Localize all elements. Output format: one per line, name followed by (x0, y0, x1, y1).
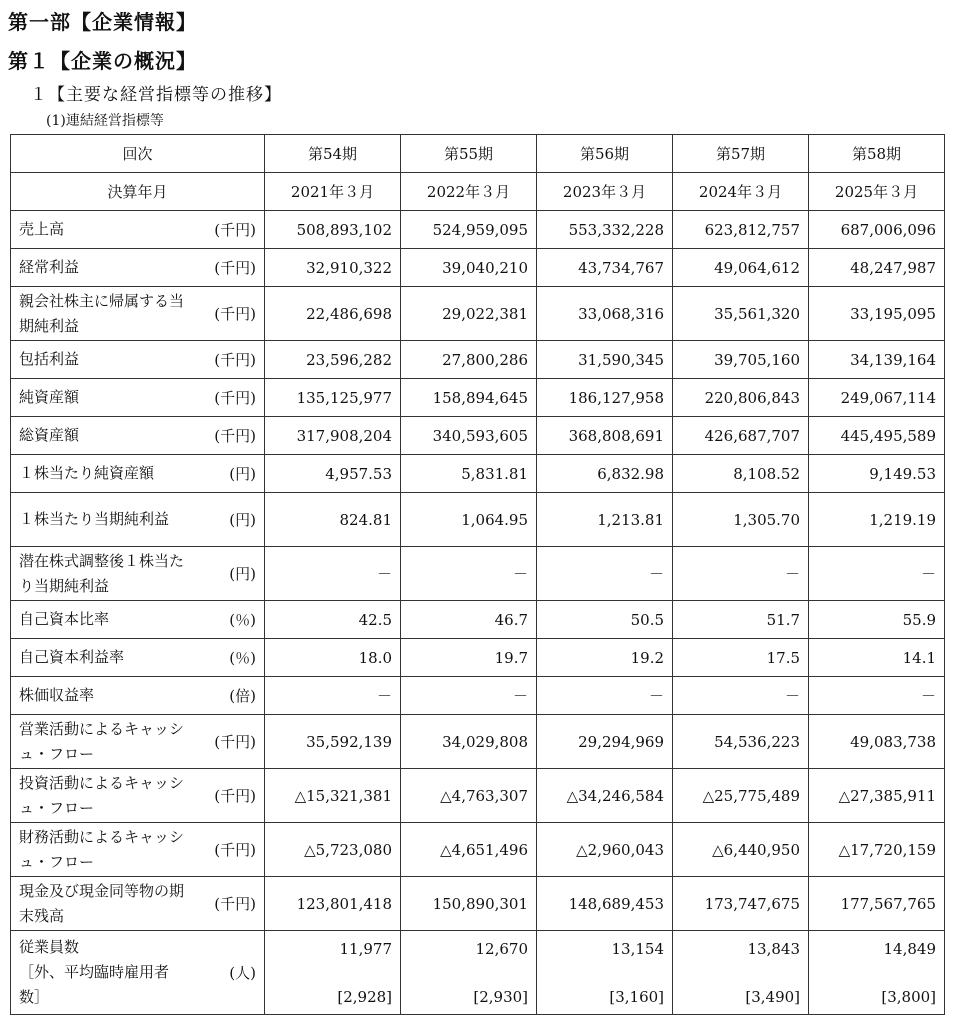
employees-unit: (人) (199, 931, 265, 1015)
row-label-cell (11, 769, 199, 823)
employees-value: 13,843 (747, 939, 801, 958)
row-label: 売上高 (19, 220, 65, 238)
row-unit: (千円) (199, 715, 265, 769)
date-label-cell: 決算年月 (11, 173, 265, 211)
value-cell: △15,321,381 (265, 769, 401, 823)
row-unit: (千円) (199, 823, 265, 877)
value-cell: 14.1 (809, 639, 945, 677)
row-label-cell (11, 547, 199, 601)
value-cell: 51.7 (673, 601, 809, 639)
value-cell: 150,890,301 (401, 877, 537, 931)
value-cell: 249,067,114 (809, 379, 945, 417)
date-cell: 2024年３月 (673, 173, 809, 211)
row-label-cell (11, 455, 199, 493)
temp-employees-value: [3,160] (609, 987, 665, 1006)
value-cell: 220,806,843 (673, 379, 809, 417)
employees-value-cell (673, 931, 809, 1015)
table-row (11, 379, 945, 417)
row-unit: (円) (199, 455, 265, 493)
table-row (11, 249, 945, 287)
value-cell: 17.5 (673, 639, 809, 677)
date-cell: 2025年３月 (809, 173, 945, 211)
value-cell: － (537, 677, 673, 715)
row-label-cell (11, 417, 199, 455)
part-heading: 第一部【企業情報】 (8, 10, 197, 34)
value-cell: 340,593,605 (401, 417, 537, 455)
temp-employees-value: [3,490] (745, 987, 801, 1006)
row-label: 財務活動によるキャッシュ・フロー (19, 827, 185, 871)
value-cell: － (673, 677, 809, 715)
value-cell: － (809, 547, 945, 601)
row-label: 投資活動によるキャッシュ・フロー (19, 773, 185, 817)
section-heading: １【主要な経営指標等の推移】 (30, 85, 282, 105)
value-cell: 48,247,987 (809, 249, 945, 287)
value-cell: 508,893,102 (265, 211, 401, 249)
employees-label: 従業員数 (19, 938, 80, 956)
table-row (11, 211, 945, 249)
row-label-cell (11, 877, 199, 931)
employees-value: 11,977 (339, 939, 393, 958)
temp-employees-value: [3,800] (881, 987, 937, 1006)
row-unit: (千円) (199, 341, 265, 379)
value-cell: 50.5 (537, 601, 673, 639)
employees-value: 13,154 (611, 939, 665, 958)
value-cell: 6,832.98 (537, 455, 673, 493)
value-cell: 49,083,738 (809, 715, 945, 769)
value-cell: 8,108.52 (673, 455, 809, 493)
value-cell: 623,812,757 (673, 211, 809, 249)
row-label-cell (11, 639, 199, 677)
date-cell: 2023年３月 (537, 173, 673, 211)
value-cell: 46.7 (401, 601, 537, 639)
value-cell: 824.81 (265, 493, 401, 547)
value-cell: △17,720,159 (809, 823, 945, 877)
table-row (11, 493, 945, 547)
row-label-cell (11, 715, 199, 769)
value-cell: 23,596,282 (265, 341, 401, 379)
row-label-cell (11, 287, 199, 341)
value-cell: △2,960,043 (537, 823, 673, 877)
table-header-row (11, 135, 945, 173)
row-label-cell (11, 493, 199, 547)
value-cell: 368,808,691 (537, 417, 673, 455)
value-cell: 1,064.95 (401, 493, 537, 547)
row-label: 総資産額 (19, 426, 80, 444)
row-unit: (％) (199, 601, 265, 639)
row-label-cell (11, 379, 199, 417)
row-label-cell (11, 823, 199, 877)
employees-row (11, 931, 945, 1015)
row-label: 現金及び現金同等物の期末残高 (19, 881, 185, 925)
value-cell: － (265, 677, 401, 715)
value-cell: △34,246,584 (537, 769, 673, 823)
table-row (11, 769, 945, 823)
value-cell: 177,567,765 (809, 877, 945, 931)
value-cell: 42.5 (265, 601, 401, 639)
employees-value-cell (809, 931, 945, 1015)
value-cell: 54,536,223 (673, 715, 809, 769)
value-cell: 687,006,096 (809, 211, 945, 249)
header-label-cell: 回次 (11, 135, 265, 173)
value-cell: 19.2 (537, 639, 673, 677)
value-cell: 123,801,418 (265, 877, 401, 931)
row-label: 株価収益率 (19, 686, 95, 704)
value-cell: 445,495,589 (809, 417, 945, 455)
value-cell: － (401, 677, 537, 715)
table-row (11, 715, 945, 769)
value-cell: △27,385,911 (809, 769, 945, 823)
employees-value-cell (537, 931, 673, 1015)
value-cell: 33,068,316 (537, 287, 673, 341)
row-unit: (千円) (199, 211, 265, 249)
value-cell: 18.0 (265, 639, 401, 677)
value-cell: － (809, 677, 945, 715)
value-cell: △5,723,080 (265, 823, 401, 877)
row-unit: (千円) (199, 877, 265, 931)
value-cell: 1,219.19 (809, 493, 945, 547)
value-cell: － (673, 547, 809, 601)
row-unit: (千円) (199, 379, 265, 417)
row-label: １株当たり純資産額 (19, 464, 155, 482)
value-cell: 4,957.53 (265, 455, 401, 493)
row-label: 自己資本利益率 (19, 648, 125, 666)
period-cell: 第56期 (537, 135, 673, 173)
value-cell: 135,125,977 (265, 379, 401, 417)
chapter-heading: 第１【企業の概況】 (8, 49, 197, 73)
value-cell: 186,127,958 (537, 379, 673, 417)
value-cell: 34,029,808 (401, 715, 537, 769)
row-unit: (千円) (199, 287, 265, 341)
table-date-row (11, 173, 945, 211)
value-cell: 32,910,322 (265, 249, 401, 287)
row-unit: (千円) (199, 417, 265, 455)
temp-employees-value: [2,930] (473, 987, 529, 1006)
value-cell: △6,440,950 (673, 823, 809, 877)
date-cell: 2022年３月 (401, 173, 537, 211)
value-cell: 158,894,645 (401, 379, 537, 417)
table-row (11, 547, 945, 601)
employees-value: 14,849 (883, 939, 937, 958)
value-cell: 148,689,453 (537, 877, 673, 931)
value-cell: 29,022,381 (401, 287, 537, 341)
row-label-cell (11, 601, 199, 639)
value-cell: △4,651,496 (401, 823, 537, 877)
row-unit: (％) (199, 639, 265, 677)
table-row (11, 287, 945, 341)
value-cell: 29,294,969 (537, 715, 673, 769)
temp-employees-value: [2,928] (337, 987, 393, 1006)
employees-label-cell (11, 931, 199, 1015)
value-cell: 35,592,139 (265, 715, 401, 769)
row-label: 自己資本比率 (19, 610, 110, 628)
value-cell: 35,561,320 (673, 287, 809, 341)
table-row (11, 677, 945, 715)
value-cell: 33,195,095 (809, 287, 945, 341)
row-unit: (千円) (199, 249, 265, 287)
table-row (11, 639, 945, 677)
value-cell: △4,763,307 (401, 769, 537, 823)
row-unit: (千円) (199, 769, 265, 823)
table-row (11, 455, 945, 493)
value-cell: 317,908,204 (265, 417, 401, 455)
temp-employees-label: ［外、平均臨時雇用者数］ (19, 963, 170, 1006)
table-row (11, 823, 945, 877)
row-unit: (円) (199, 493, 265, 547)
row-label: 包括利益 (19, 350, 80, 368)
value-cell: － (537, 547, 673, 601)
row-label: 経常利益 (19, 258, 80, 276)
table-row (11, 601, 945, 639)
value-cell: 27,800,286 (401, 341, 537, 379)
row-label-cell (11, 211, 199, 249)
value-cell: 173,747,675 (673, 877, 809, 931)
row-label: １株当たり当期純利益 (19, 510, 170, 528)
row-unit: (倍) (199, 677, 265, 715)
row-label-cell (11, 341, 199, 379)
row-unit: (円) (199, 547, 265, 601)
value-cell: － (401, 547, 537, 601)
date-cell: 2021年３月 (265, 173, 401, 211)
value-cell: 1,305.70 (673, 493, 809, 547)
period-cell: 第58期 (809, 135, 945, 173)
period-cell: 第55期 (401, 135, 537, 173)
value-cell: 34,139,164 (809, 341, 945, 379)
value-cell: 39,705,160 (673, 341, 809, 379)
value-cell: 9,149.53 (809, 455, 945, 493)
employees-value-cell (265, 931, 401, 1015)
row-label: 営業活動によるキャッシュ・フロー (19, 719, 185, 763)
table-row (11, 877, 945, 931)
table-row (11, 417, 945, 455)
employees-value: 12,670 (475, 939, 529, 958)
value-cell: 22,486,698 (265, 287, 401, 341)
value-cell: － (265, 547, 401, 601)
value-cell: 524,959,095 (401, 211, 537, 249)
financial-indicators-table (10, 134, 945, 1015)
row-label-cell (11, 677, 199, 715)
row-label: 純資産額 (19, 388, 80, 406)
value-cell: 5,831.81 (401, 455, 537, 493)
value-cell: 49,064,612 (673, 249, 809, 287)
value-cell: 426,687,707 (673, 417, 809, 455)
row-label: 潜在株式調整後１株当たり当期純利益 (19, 551, 185, 595)
period-cell: 第57期 (673, 135, 809, 173)
subsection-heading: (1)連結経営指標等 (46, 113, 164, 129)
value-cell: 1,213.81 (537, 493, 673, 547)
value-cell: 43,734,767 (537, 249, 673, 287)
employees-value-cell (401, 931, 537, 1015)
row-label-cell (11, 249, 199, 287)
value-cell: 31,590,345 (537, 341, 673, 379)
value-cell: 55.9 (809, 601, 945, 639)
row-label: 親会社株主に帰属する当期純利益 (19, 291, 185, 335)
table-row (11, 341, 945, 379)
period-cell: 第54期 (265, 135, 401, 173)
value-cell: △25,775,489 (673, 769, 809, 823)
value-cell: 19.7 (401, 639, 537, 677)
value-cell: 553,332,228 (537, 211, 673, 249)
value-cell: 39,040,210 (401, 249, 537, 287)
